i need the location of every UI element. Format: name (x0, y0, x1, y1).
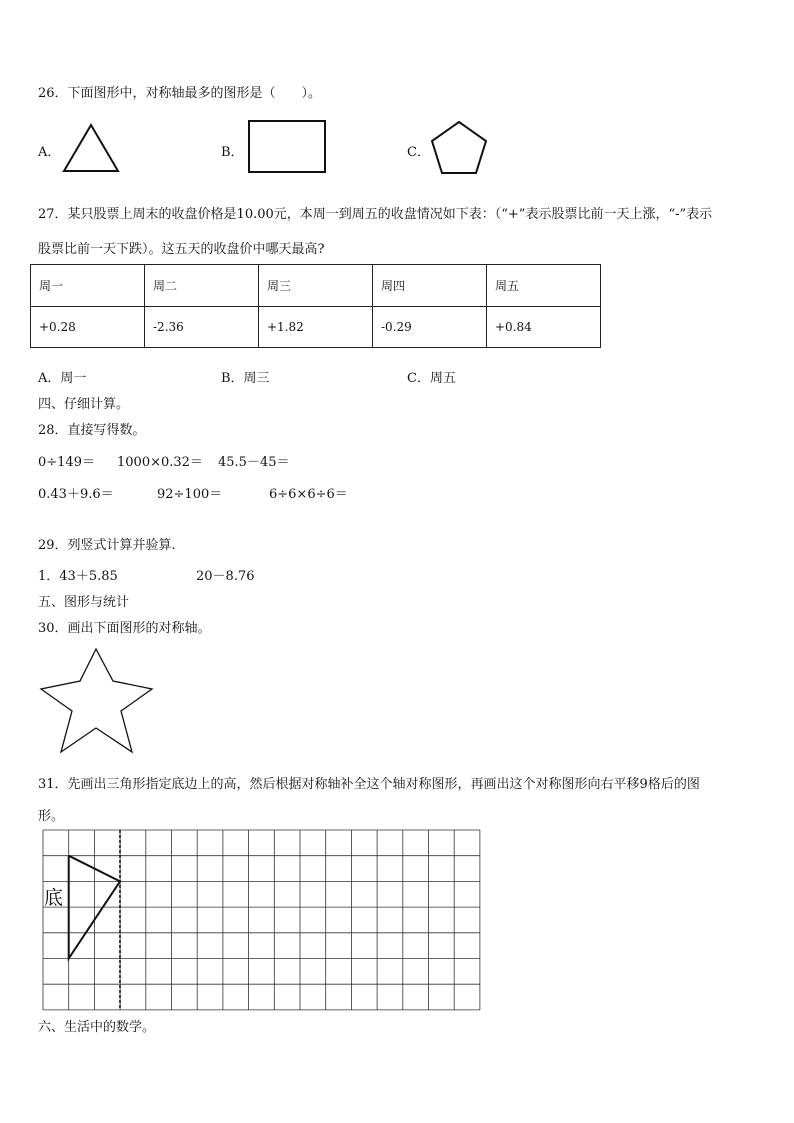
q26-option-b-label: B． (221, 145, 244, 160)
six-point-star-icon (40, 648, 154, 756)
q26-option-a-label: A． (38, 145, 61, 160)
table-header-cell: 周五 (487, 265, 601, 307)
q28-item: 1000×0.32＝ (117, 455, 203, 470)
stock-table (30, 264, 601, 348)
table-header-cell: 周一 (31, 265, 145, 307)
table-row (31, 307, 601, 348)
q28-item: 0÷149＝ (38, 455, 95, 470)
table-header-row (31, 265, 601, 307)
q29-item: 20－8.76 (196, 569, 255, 584)
rectangle-icon (247, 119, 329, 175)
q29-item: 1．43＋5.85 (38, 569, 118, 584)
q27-text-line1: 27．某只股票上周末的收盘价格是10.00元，本周一到周五的收盘情况如下表：（“+”表示股票比前一天上涨，“-”表示 (38, 207, 713, 222)
table-cell: +1.82 (259, 307, 373, 348)
q31-text-line2: 形。 (38, 809, 65, 824)
q28-item: 45.5－45＝ (218, 455, 290, 470)
q27-option-b: B．周三 (221, 371, 270, 386)
q28-title: 28．直接写得数。 (38, 423, 146, 438)
table-cell: +0.28 (31, 307, 145, 348)
q26-option-c-label: C． (407, 145, 430, 160)
base-label: 底 (44, 887, 64, 909)
grid-lines (43, 830, 480, 1010)
table-header-cell: 周三 (259, 265, 373, 307)
square-grid (43, 830, 480, 1012)
table-cell: -2.36 (145, 307, 259, 348)
q27-text-line2: 股票比前一天下跌）。这五天的收盘价中哪天最高? (38, 242, 325, 257)
q29-title: 29．列竖式计算并验算. (38, 538, 176, 553)
q28-item: 0.43＋9.6＝ (38, 487, 114, 502)
q31-text-line1: 31．先画出三角形指定底边上的高，然后根据对称轴补全这个轴对称图形，再画出这个对称图形向右平移9格后的图 (38, 777, 700, 792)
q26-text: 26．下面图形中，对称轴最多的图形是（ ）。 (38, 86, 322, 101)
section-6-heading: 六、生活中的数学。 (38, 1020, 156, 1035)
table-cell: +0.84 (487, 307, 601, 348)
q28-item: 6÷6×6÷6＝ (269, 487, 348, 502)
section-4-heading: 四、仔细计算。 (38, 397, 130, 412)
triangle-icon (60, 122, 122, 174)
q27-option-c: C．周五 (407, 371, 456, 386)
q27-option-a: A．周一 (38, 371, 87, 386)
q28-item: 92÷100＝ (157, 487, 223, 502)
pentagon-icon (429, 119, 491, 177)
table-cell: -0.29 (373, 307, 487, 348)
section-5-heading: 五、图形与统计 (38, 595, 130, 610)
table-header-cell: 周二 (145, 265, 259, 307)
table-header-cell: 周四 (373, 265, 487, 307)
q30-title: 30．画出下面图形的对称轴。 (38, 621, 211, 636)
